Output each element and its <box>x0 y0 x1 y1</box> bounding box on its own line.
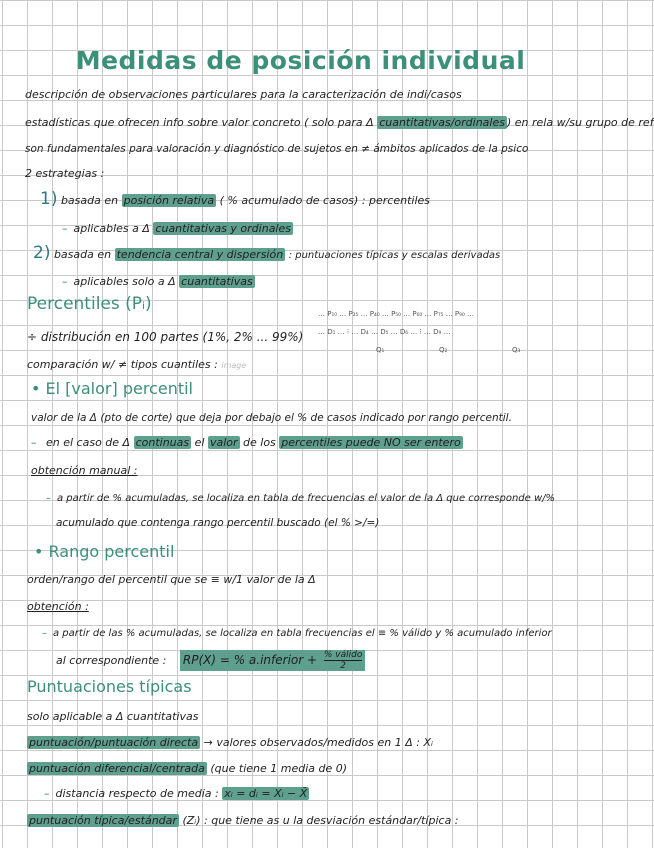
formula-main: RP(X) = % a.inferior + <box>182 653 318 667</box>
rango-percentil-formula <box>180 650 366 671</box>
diagram-q3: Q₃ <box>512 346 521 354</box>
diagram-deciles-row: … D₁ … ⁝ … D₄ … D₅ … D₆ … ⁝ … D₉ … <box>318 328 451 336</box>
note-c: el <box>194 436 205 449</box>
dash-icon: – <box>31 436 37 449</box>
tipicas-line-2-b: → valores observados/medidos en 1 Δ : Xᵢ <box>203 736 433 749</box>
valor-percentil-heading: • El [valor] percentil <box>31 379 193 398</box>
percentiles-line-2-text: comparación w/ ≠ tipos cuantiles : <box>27 358 218 371</box>
highlight-cuantitativas-ordinales: cuantitativas/ordinales <box>379 116 505 129</box>
percentiles-heading: Percentiles (Pᵢ) <box>27 294 152 314</box>
strategy-2-c: : puntuaciones típicas y escalas derivadas <box>288 250 501 261</box>
formula-denominator: 2 <box>340 661 346 671</box>
highlight-diferencial-formula: xᵢ = dᵢ = Xᵢ − X̄ <box>224 787 308 800</box>
quantile-comparison-diagram <box>318 310 521 360</box>
intro-line-2 <box>25 116 654 130</box>
valor-percentil-definition: valor de la Δ (pto de corte) que deja por debajo el % de casos indicado por rango percentil. <box>31 412 512 424</box>
dash-icon: – <box>46 493 51 504</box>
tipicas-line-4-a: distancia respecto de media : <box>55 787 219 800</box>
tipicas-line-2 <box>27 736 433 750</box>
strategy-2-a: basada en <box>53 248 112 261</box>
diagram-q2: Q₂ <box>439 346 448 354</box>
page-title: Medidas de posición individual <box>75 46 526 75</box>
dash-icon: – <box>62 275 68 288</box>
valor-percentil-note <box>31 436 463 450</box>
tipicas-line-5 <box>27 814 459 828</box>
tipicas-line-3 <box>27 762 347 776</box>
highlight-continuas: continuas <box>135 436 190 449</box>
highlight-puntuacion-tipica: puntuación típica/estándar <box>29 814 177 827</box>
highlight-puntuacion-diferencial: puntuación diferencial/centrada <box>29 762 205 775</box>
strategy-1 <box>40 189 431 209</box>
puntuaciones-tipicas-heading: Puntuaciones típicas <box>27 677 192 696</box>
strategies-label: 2 estrategias : <box>25 167 105 180</box>
tipicas-line-3-b: (que tiene 1 media de 0) <box>210 762 348 775</box>
strategy-1-a: basada en <box>60 194 119 207</box>
intro-line-2-c: ) en rela w/su grupo de ref <box>506 116 654 129</box>
note-a: en el caso de Δ <box>46 436 131 449</box>
obtencion-manual-label: obtención manual : <box>31 464 138 477</box>
formula-numerator: % válido <box>323 650 363 660</box>
strategy-1-sub-a: aplicables a Δ <box>73 222 150 235</box>
rango-percentil-heading: • Rango percentil <box>34 542 175 561</box>
percentiles-line-1: ÷ distribución en 100 partes (1%, 2% ... 99%) <box>27 330 304 344</box>
diagram-q1: Q₁ <box>376 346 385 354</box>
formula-fraction <box>324 650 362 671</box>
dash-icon: – <box>42 628 47 639</box>
rango-percentil-definition: orden/rango del percentil que se ≡ w/1 valor de la Δ <box>27 573 316 586</box>
percentiles-line-2 <box>27 358 246 373</box>
obtencion-line-1 <box>42 627 552 641</box>
strategy-1-number: 1) <box>40 189 58 209</box>
obtencion-manual-line-1 <box>46 492 555 506</box>
highlight-cuantitativas-y-ordinales: cuantitativas y ordinales <box>155 222 291 235</box>
highlight-puntuacion-directa: puntuación/puntuación directa <box>29 736 199 749</box>
diagram-percentiles-row: … P₁₀ … P₂₅ … P₄₀ … P₅₀ … P₆₀ … P₇₅ … P₉₀ … <box>318 310 474 318</box>
intro-line-2-a: estadísticas que ofrecen info sobre valor concreto ( solo para Δ <box>25 116 374 129</box>
dash-icon: – <box>62 222 68 235</box>
strategy-2 <box>33 243 501 263</box>
strategy-2-sub <box>62 275 255 289</box>
obtencion-label: obtención : <box>27 600 89 613</box>
note-e: de los <box>243 436 276 449</box>
strategy-1-sub <box>62 222 293 236</box>
obtencion-text-1: a partir de las % acumuladas, se localiza en tabla frecuencias el ≡ % válido y % acumulado inferior <box>53 628 552 639</box>
highlight-posicion-relativa: posición relativa <box>123 194 215 207</box>
obtencion-text-2: al correspondiente : <box>56 654 167 667</box>
strategy-2-number: 2) <box>33 243 51 263</box>
highlight-valor: valor <box>209 436 238 449</box>
dash-icon: – <box>44 787 50 800</box>
highlight-cuantitativas: cuantitativas <box>181 275 253 288</box>
intro-line-3: son fundamentales para valoración y diagnóstico de sujetos en ≠ ámbitos aplicados de la psico <box>25 143 529 155</box>
strategy-1-c: ( % acumulado de casos) : percentiles <box>219 194 431 207</box>
image-placeholder: image <box>221 361 247 370</box>
strategy-2-sub-a: aplicables solo a Δ <box>73 275 176 288</box>
tipicas-line-4 <box>44 787 309 801</box>
intro-line-1: descripción de observaciones particulares para la caracterización de indi/casos <box>25 88 462 101</box>
tipicas-line-5-b: (Zᵢ) : que tiene as u la desviación estándar/típica : <box>182 814 459 827</box>
highlight-no-entero: percentiles puede NO ser entero <box>281 436 461 449</box>
tipicas-line-1: solo aplicable a Δ cuantitativas <box>27 710 199 723</box>
obtencion-manual-text-1: a partir de % acumuladas, se localiza en tabla de frecuencias el valor de la Δ que corresponde w/% <box>57 493 556 504</box>
highlight-tendencia-central: tendencia central y dispersión <box>116 248 284 261</box>
obtencion-line-2 <box>56 650 365 671</box>
obtencion-manual-line-2: acumulado que contenga rango percentil buscado (el % >/=) <box>56 517 380 529</box>
